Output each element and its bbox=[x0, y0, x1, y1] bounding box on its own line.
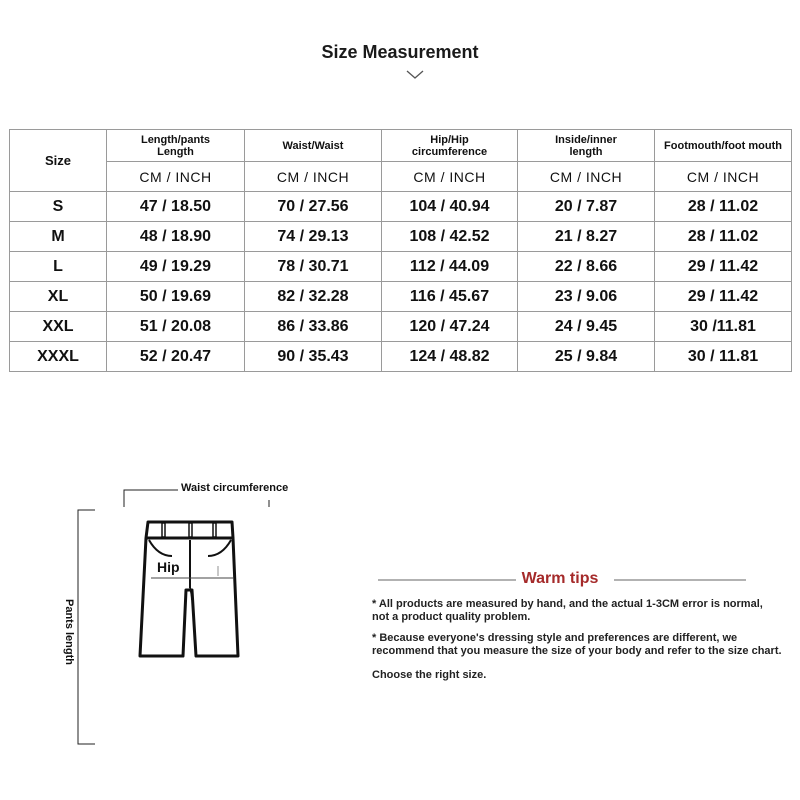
value-cell: 21 / 8.27 bbox=[518, 222, 655, 252]
size-table bbox=[9, 129, 792, 372]
tip-text: Choose the right size. bbox=[372, 669, 487, 681]
value-cell: 52 / 20.47 bbox=[107, 342, 245, 372]
tip-text: * All products are measured by hand, and the actual 1-3CM error is normal, not a product quality problem. bbox=[372, 598, 763, 623]
size-cell: XXL bbox=[10, 312, 107, 342]
value-cell: 112 / 44.09 bbox=[382, 252, 518, 282]
table-row bbox=[10, 282, 792, 312]
value-cell: 108 / 42.52 bbox=[382, 222, 518, 252]
value-cell: 22 / 8.66 bbox=[518, 252, 655, 282]
table-row bbox=[10, 342, 792, 372]
value-cell: 30 / 11.81 bbox=[655, 342, 792, 372]
column-header-hip: Hip/Hip circumference bbox=[382, 130, 518, 162]
unit-header: CM / INCH bbox=[518, 162, 655, 192]
value-cell: 74 / 29.13 bbox=[245, 222, 382, 252]
value-cell: 70 / 27.56 bbox=[245, 192, 382, 222]
value-cell: 25 / 9.84 bbox=[518, 342, 655, 372]
unit-header: CM / INCH bbox=[655, 162, 792, 192]
waist-circumference-label: Waist circumference bbox=[181, 482, 289, 494]
value-cell: 49 / 19.29 bbox=[107, 252, 245, 282]
tip-text: * Because everyone's dressing style and preferences are different, we recommend that you measure the size of your body and refer to the size chart. bbox=[372, 632, 782, 657]
unit-header: CM / INCH bbox=[107, 162, 245, 192]
table-row bbox=[10, 312, 792, 342]
hip-label: Hip bbox=[157, 559, 180, 575]
length-measure-line bbox=[78, 510, 95, 744]
size-column-header: Size bbox=[10, 130, 107, 192]
warm-tips-title: Warm tips bbox=[521, 570, 599, 587]
value-cell: 104 / 40.94 bbox=[382, 192, 518, 222]
size-cell: XXXL bbox=[10, 342, 107, 372]
value-cell: 28 / 11.02 bbox=[655, 192, 792, 222]
unit-header: CM / INCH bbox=[245, 162, 382, 192]
value-cell: 28 / 11.02 bbox=[655, 222, 792, 252]
size-cell: L bbox=[10, 252, 107, 282]
value-cell: 29 / 11.42 bbox=[655, 252, 792, 282]
chevron-down-icon bbox=[406, 70, 424, 80]
column-header-length: Length/pants Length bbox=[107, 130, 245, 162]
value-cell: 82 / 32.28 bbox=[245, 282, 382, 312]
table-row bbox=[10, 192, 792, 222]
column-header-inside-length: Inside/inner length bbox=[518, 130, 655, 162]
size-cell: M bbox=[10, 222, 107, 252]
size-cell: XL bbox=[10, 282, 107, 312]
value-cell: 86 / 33.86 bbox=[245, 312, 382, 342]
pants-outline-icon bbox=[140, 522, 238, 656]
pants-diagram bbox=[0, 470, 360, 770]
value-cell: 48 / 18.90 bbox=[107, 222, 245, 252]
waist-measure-line bbox=[124, 490, 178, 507]
table-row bbox=[10, 252, 792, 282]
value-cell: 116 / 45.67 bbox=[382, 282, 518, 312]
unit-header: CM / INCH bbox=[382, 162, 518, 192]
value-cell: 124 / 48.82 bbox=[382, 342, 518, 372]
size-cell: S bbox=[10, 192, 107, 222]
value-cell: 47 / 18.50 bbox=[107, 192, 245, 222]
table-row bbox=[10, 222, 792, 252]
value-cell: 78 / 30.71 bbox=[245, 252, 382, 282]
value-cell: 50 / 19.69 bbox=[107, 282, 245, 312]
value-cell: 90 / 35.43 bbox=[245, 342, 382, 372]
page-title: Size Measurement bbox=[321, 42, 479, 62]
value-cell: 29 / 11.42 bbox=[655, 282, 792, 312]
column-header-foot-mouth: Footmouth/foot mouth bbox=[655, 130, 792, 162]
pants-length-label: Pants length bbox=[63, 598, 75, 665]
value-cell: 51 / 20.08 bbox=[107, 312, 245, 342]
value-cell: 120 / 47.24 bbox=[382, 312, 518, 342]
column-header-waist: Waist/Waist bbox=[245, 130, 382, 162]
value-cell: 24 / 9.45 bbox=[518, 312, 655, 342]
value-cell: 20 / 7.87 bbox=[518, 192, 655, 222]
value-cell: 23 / 9.06 bbox=[518, 282, 655, 312]
value-cell: 30 /11.81 bbox=[655, 312, 792, 342]
